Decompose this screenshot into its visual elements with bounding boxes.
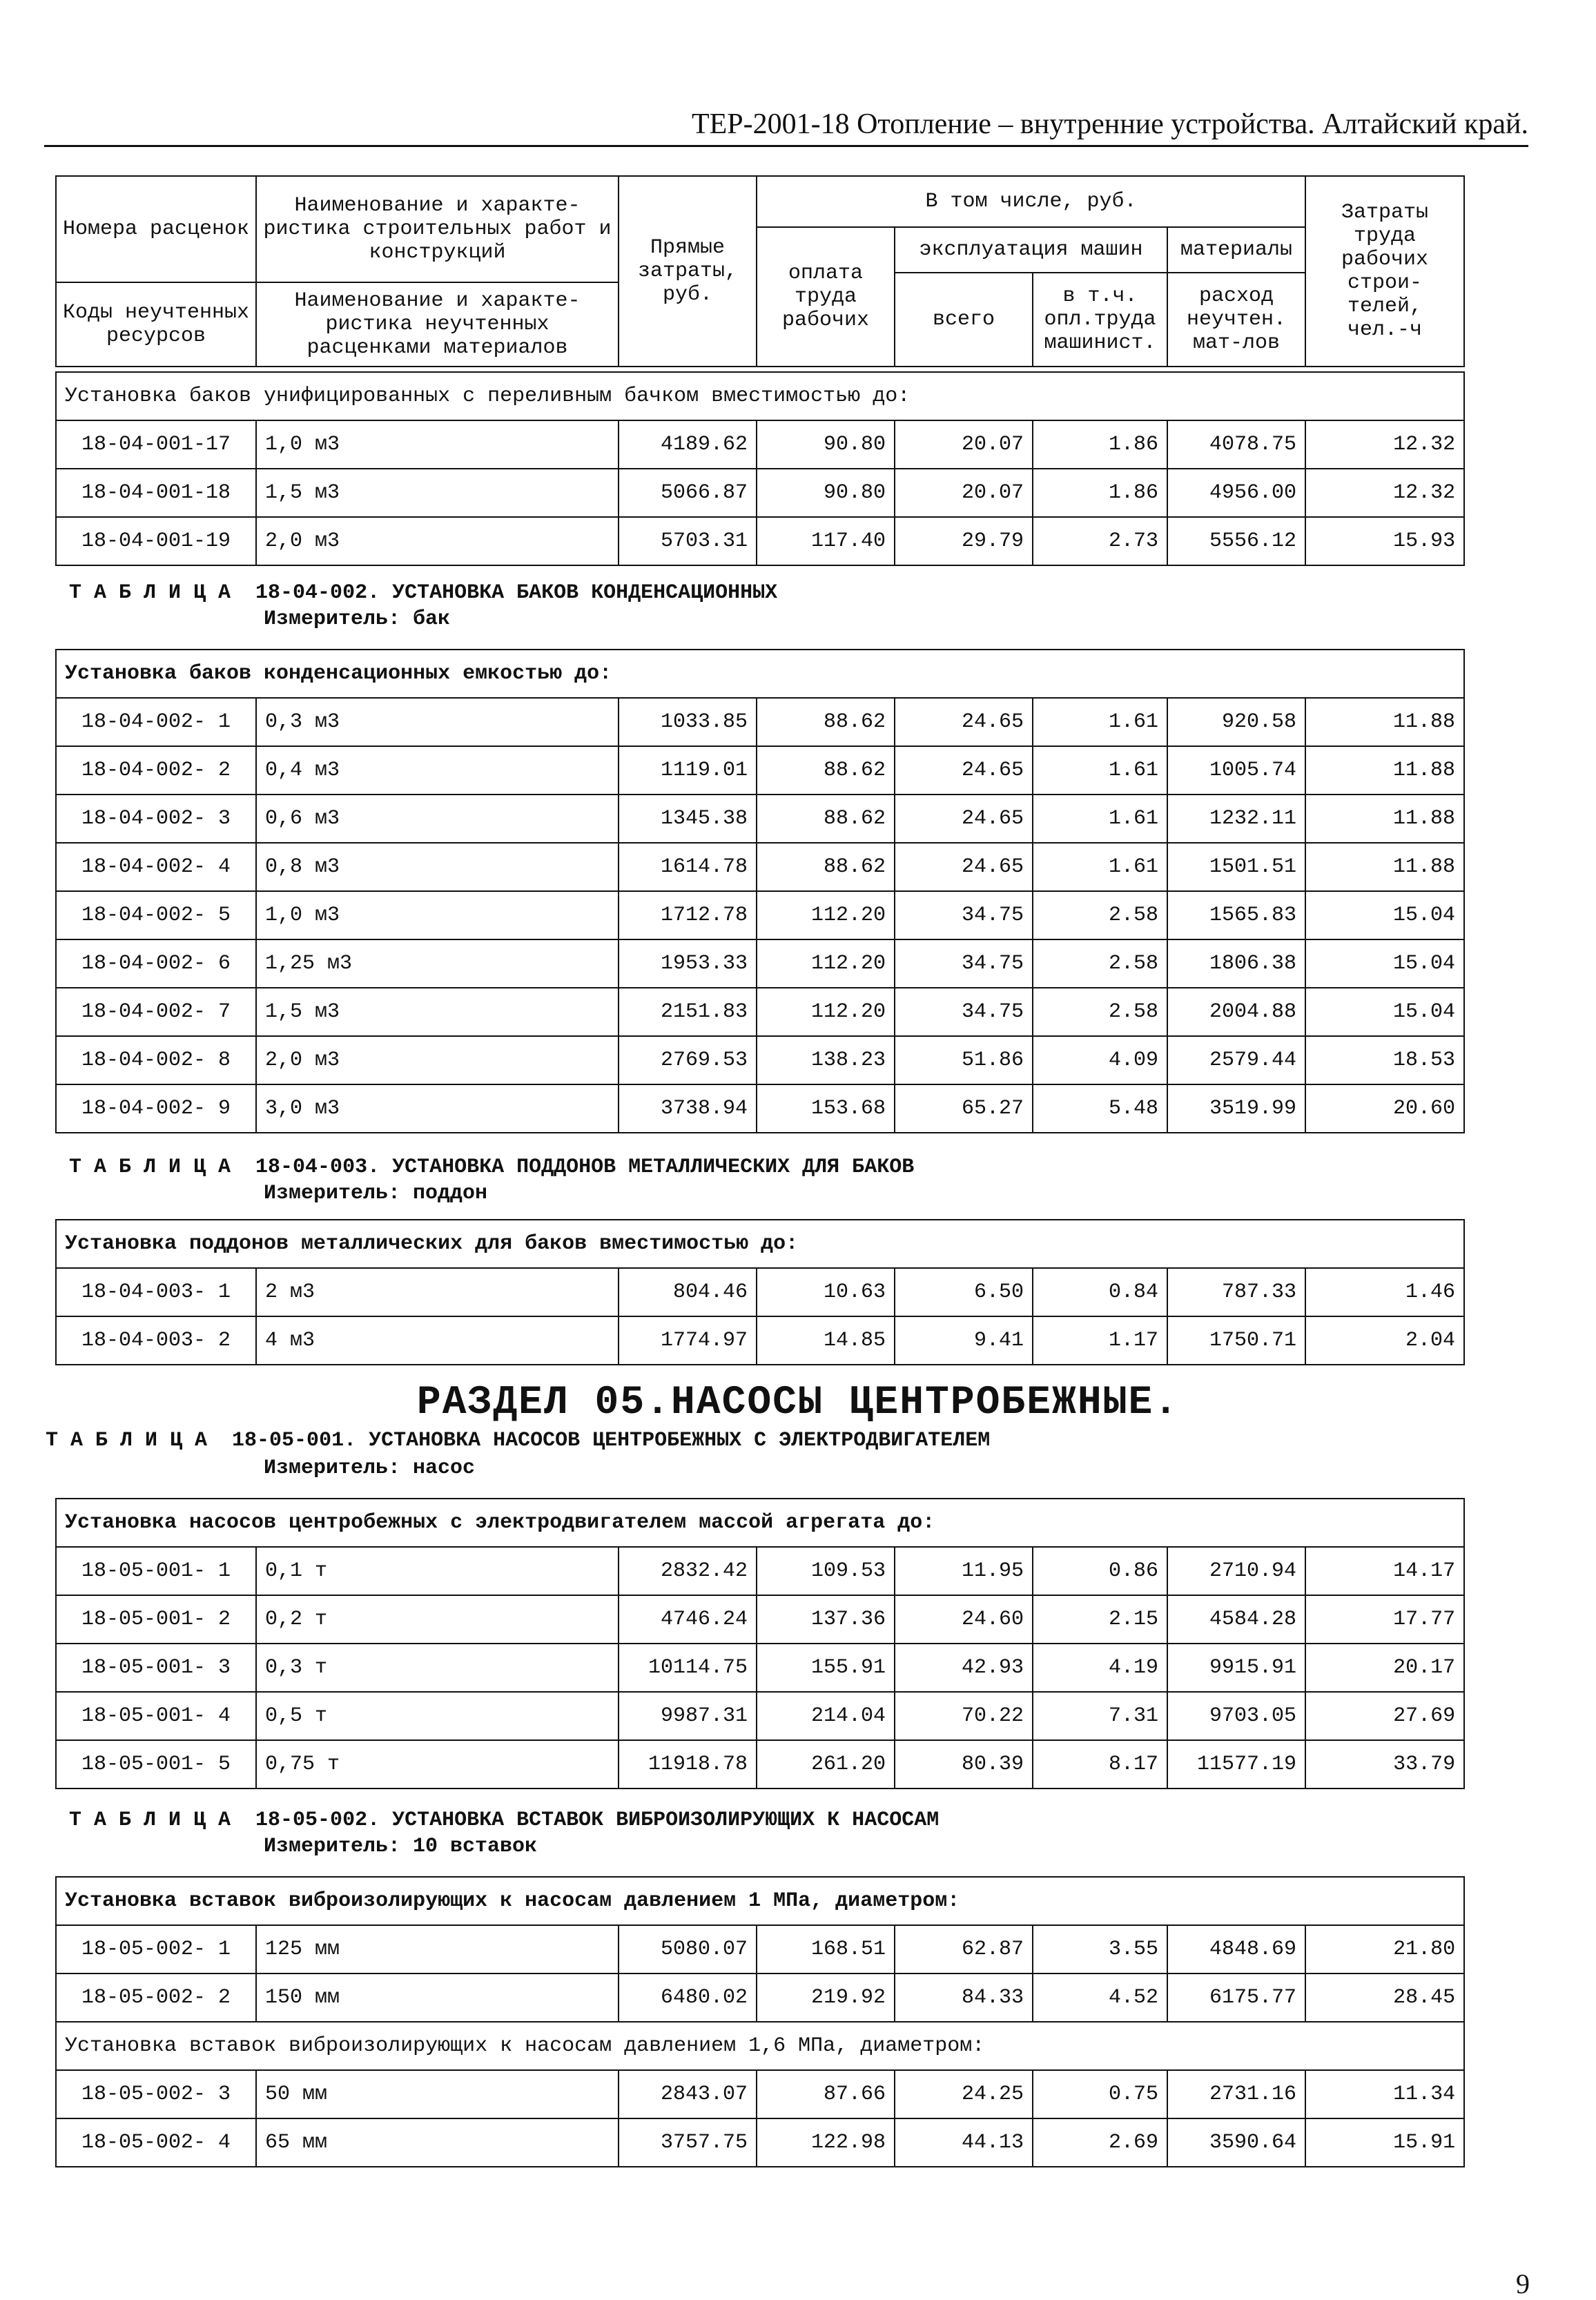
labor-pay: 112.20: [757, 988, 895, 1036]
col-labor: Затраты труда рабочих строи- телей, чел.-ч: [1305, 176, 1464, 367]
rate-code: 18-04-001-17: [56, 420, 256, 469]
col-direct: Прямые затраты, руб.: [619, 176, 757, 367]
col-num-rates: Номера расценок: [56, 176, 256, 282]
table-18-05-002: [55, 1876, 1465, 2167]
col-pay: оплата труда рабочих: [757, 227, 895, 367]
materials-cost: 4956.00: [1167, 469, 1305, 517]
labor-pay: 87.66: [757, 2070, 895, 2118]
labor-hours: 20.60: [1305, 1084, 1464, 1133]
labor-hours: 17.77: [1305, 1595, 1464, 1644]
machines-total: 65.27: [895, 1084, 1033, 1133]
materials-cost: 5556.12: [1167, 517, 1305, 565]
driver-pay: 1.61: [1033, 698, 1167, 746]
labor-pay: 214.04: [757, 1692, 895, 1740]
machines-total: 62.87: [895, 1925, 1033, 1973]
machines-total: 34.75: [895, 988, 1033, 1036]
labor-hours: 15.04: [1305, 891, 1464, 939]
table-row: [56, 517, 1464, 565]
rate-code: 18-04-002- 7: [56, 988, 256, 1036]
work-name: 1,5 м3: [256, 988, 619, 1036]
machines-total: 24.65: [895, 795, 1033, 843]
labor-pay: 112.20: [757, 891, 895, 939]
direct-cost: 3738.94: [619, 1084, 757, 1133]
rate-code: 18-05-001- 4: [56, 1692, 256, 1740]
driver-pay: 2.58: [1033, 891, 1167, 939]
work-name: 0,75 т: [256, 1740, 619, 1789]
labor-hours: 11.88: [1305, 795, 1464, 843]
materials-cost: 2731.16: [1167, 2070, 1305, 2118]
rate-code: 18-04-003- 1: [56, 1268, 256, 1316]
driver-pay: 3.55: [1033, 1925, 1167, 1973]
driver-pay: 1.61: [1033, 843, 1167, 891]
table-row: [56, 1644, 1464, 1692]
driver-pay: 0.84: [1033, 1268, 1167, 1316]
col-name-works: Наименование и характе- ристика строительных работ и конструкций: [256, 176, 619, 282]
direct-cost: 3757.75: [619, 2118, 757, 2167]
direct-cost: 804.46: [619, 1268, 757, 1316]
work-name: 4 м3: [256, 1316, 619, 1365]
materials-cost: 4848.69: [1167, 1925, 1305, 1973]
direct-cost: 1033.85: [619, 698, 757, 746]
direct-cost: 1345.38: [619, 795, 757, 843]
work-name: 1,25 м3: [256, 939, 619, 988]
machines-total: 24.65: [895, 843, 1033, 891]
direct-cost: 11918.78: [619, 1740, 757, 1789]
table-row: [56, 1036, 1464, 1084]
section-label: Установка баков унифицированных с переливным бачком вместимостью до:: [56, 372, 1464, 420]
rate-code: 18-05-001- 1: [56, 1547, 256, 1595]
direct-cost: 1953.33: [619, 939, 757, 988]
machines-total: 34.75: [895, 891, 1033, 939]
machines-total: 29.79: [895, 517, 1033, 565]
labor-pay: 137.36: [757, 1595, 895, 1644]
materials-cost: 2004.88: [1167, 988, 1305, 1036]
labor-hours: 1.46: [1305, 1268, 1464, 1316]
direct-cost: 5066.87: [619, 469, 757, 517]
materials-cost: 920.58: [1167, 698, 1305, 746]
machines-total: 24.60: [895, 1595, 1033, 1644]
materials-cost: 4078.75: [1167, 420, 1305, 469]
machines-total: 20.07: [895, 469, 1033, 517]
rate-code: 18-04-002- 2: [56, 746, 256, 795]
materials-cost: 3519.99: [1167, 1084, 1305, 1133]
driver-pay: 4.09: [1033, 1036, 1167, 1084]
labor-pay: 155.91: [757, 1644, 895, 1692]
table-title: Т А Б Л И Ц А 18-04-002. УСТАНОВКА БАКОВ КОНДЕНСАЦИОННЫХ: [69, 581, 778, 605]
section-heading: РАЗДЕЛ 05.НАСОСЫ ЦЕНТРОБЕЖНЫЕ.: [416, 1381, 1180, 1425]
direct-cost: 2151.83: [619, 988, 757, 1036]
labor-hours: 21.80: [1305, 1925, 1464, 1973]
machines-total: 9.41: [895, 1316, 1033, 1365]
labor-hours: 27.69: [1305, 1692, 1464, 1740]
table-18-04-002: [55, 649, 1465, 1133]
labor-pay: 219.92: [757, 1973, 895, 2022]
rate-code: 18-04-003- 2: [56, 1316, 256, 1365]
driver-pay: 1.61: [1033, 795, 1167, 843]
materials-cost: 4584.28: [1167, 1595, 1305, 1644]
driver-pay: 1.86: [1033, 469, 1167, 517]
col-mat-cost: расход неучтен. мат-лов: [1167, 273, 1305, 367]
table-row: [56, 746, 1464, 795]
work-name: 0,6 м3: [256, 795, 619, 843]
table-row: [56, 891, 1464, 939]
direct-cost: 2843.07: [619, 2070, 757, 2118]
machines-total: 34.75: [895, 939, 1033, 988]
table-row: [56, 1268, 1464, 1316]
machines-total: 84.33: [895, 1973, 1033, 2022]
labor-pay: 14.85: [757, 1316, 895, 1365]
work-name: 0,8 м3: [256, 843, 619, 891]
table-row: [56, 1316, 1464, 1365]
table-18-04-001: [55, 371, 1465, 566]
labor-pay: 153.68: [757, 1084, 895, 1133]
table-row: [56, 1973, 1464, 2022]
driver-pay: 8.17: [1033, 1740, 1167, 1789]
materials-cost: 1806.38: [1167, 939, 1305, 988]
rate-code: 18-04-002- 6: [56, 939, 256, 988]
materials-cost: 787.33: [1167, 1268, 1305, 1316]
labor-hours: 11.88: [1305, 746, 1464, 795]
table-row: [56, 420, 1464, 469]
document-title: ТЕР-2001-18 Отопление – внутренние устройства. Алтайский край.: [691, 108, 1528, 140]
table-row: [56, 1692, 1464, 1740]
driver-pay: 0.86: [1033, 1547, 1167, 1595]
labor-pay: 112.20: [757, 939, 895, 988]
driver-pay: 7.31: [1033, 1692, 1167, 1740]
direct-cost: 1774.97: [619, 1316, 757, 1365]
labor-hours: 15.04: [1305, 939, 1464, 988]
materials-cost: 1750.71: [1167, 1316, 1305, 1365]
labor-pay: 117.40: [757, 517, 895, 565]
rate-code: 18-04-002- 9: [56, 1084, 256, 1133]
labor-pay: 90.80: [757, 420, 895, 469]
rate-code: 18-04-002- 8: [56, 1036, 256, 1084]
labor-hours: 11.88: [1305, 843, 1464, 891]
materials-cost: 1565.83: [1167, 891, 1305, 939]
direct-cost: 5703.31: [619, 517, 757, 565]
machines-total: 11.95: [895, 1547, 1033, 1595]
rate-code: 18-04-002- 4: [56, 843, 256, 891]
work-name: 1,0 м3: [256, 891, 619, 939]
direct-cost: 5080.07: [619, 1925, 757, 1973]
rate-code: 18-04-001-19: [56, 517, 256, 565]
materials-cost: 2710.94: [1167, 1547, 1305, 1595]
rate-code: 18-05-002- 2: [56, 1973, 256, 2022]
labor-pay: 88.62: [757, 698, 895, 746]
rate-code: 18-05-001- 5: [56, 1740, 256, 1789]
rate-code: 18-05-001- 3: [56, 1644, 256, 1692]
direct-cost: 9987.31: [619, 1692, 757, 1740]
work-name: 65 мм: [256, 2118, 619, 2167]
direct-cost: 6480.02: [619, 1973, 757, 2022]
col-all: всего: [895, 273, 1033, 367]
rate-code: 18-04-001-18: [56, 469, 256, 517]
labor-hours: 15.93: [1305, 517, 1464, 565]
work-name: 0,5 т: [256, 1692, 619, 1740]
table-row: [56, 469, 1464, 517]
table-title: Т А Б Л И Ц А 18-05-002. УСТАНОВКА ВСТАВОК ВИБРОИЗОЛИРУЮЩИХ К НАСОСАМ: [69, 1809, 940, 1832]
table-row: [56, 698, 1464, 746]
col-materials: материалы: [1167, 227, 1305, 273]
driver-pay: 2.58: [1033, 939, 1167, 988]
labor-hours: 15.04: [1305, 988, 1464, 1036]
table-row: [56, 795, 1464, 843]
table-row: [56, 2118, 1464, 2167]
labor-hours: 12.32: [1305, 469, 1464, 517]
machines-total: 20.07: [895, 420, 1033, 469]
work-name: 0,4 м3: [256, 746, 619, 795]
labor-hours: 11.34: [1305, 2070, 1464, 2118]
section-label: Установка поддонов металлических для баков вместимостью до:: [56, 1220, 1464, 1268]
rate-code: 18-05-002- 3: [56, 2070, 256, 2118]
materials-cost: 9915.91: [1167, 1644, 1305, 1692]
labor-hours: 33.79: [1305, 1740, 1464, 1789]
labor-hours: 18.53: [1305, 1036, 1464, 1084]
work-name: 2 м3: [256, 1268, 619, 1316]
direct-cost: 1712.78: [619, 891, 757, 939]
direct-cost: 1614.78: [619, 843, 757, 891]
labor-hours: 12.32: [1305, 420, 1464, 469]
work-name: 150 мм: [256, 1973, 619, 2022]
materials-cost: 9703.05: [1167, 1692, 1305, 1740]
labor-hours: 20.17: [1305, 1644, 1464, 1692]
work-name: 2,0 м3: [256, 517, 619, 565]
work-name: 0,3 т: [256, 1644, 619, 1692]
col-incl-driver: в т.ч. опл.труда машинист.: [1033, 273, 1167, 367]
table-18-05-001: [55, 1498, 1465, 1789]
materials-cost: 1232.11: [1167, 795, 1305, 843]
direct-cost: 4189.62: [619, 420, 757, 469]
machines-total: 24.65: [895, 698, 1033, 746]
labor-pay: 90.80: [757, 469, 895, 517]
machines-total: 70.22: [895, 1692, 1033, 1740]
table-row: [56, 1740, 1464, 1789]
labor-hours: 14.17: [1305, 1547, 1464, 1595]
page-number: 9: [1516, 2268, 1530, 2299]
direct-cost: 4746.24: [619, 1595, 757, 1644]
table-18-04-003: [55, 1219, 1465, 1365]
rate-code: 18-05-001- 2: [56, 1595, 256, 1644]
labor-hours: 11.88: [1305, 698, 1464, 746]
machines-total: 44.13: [895, 2118, 1033, 2167]
labor-pay: 109.53: [757, 1547, 895, 1595]
machines-total: 24.65: [895, 746, 1033, 795]
table-title: Т А Б Л И Ц А 18-04-003. УСТАНОВКА ПОДДОНОВ МЕТАЛЛИЧЕСКИХ ДЛЯ БАКОВ: [69, 1156, 915, 1179]
labor-hours: 15.91: [1305, 2118, 1464, 2167]
column-header: [55, 175, 1465, 367]
work-name: 50 мм: [256, 2070, 619, 2118]
table-row: [56, 2070, 1464, 2118]
work-name: 0,3 м3: [256, 698, 619, 746]
labor-pay: 10.63: [757, 1268, 895, 1316]
driver-pay: 2.15: [1033, 1595, 1167, 1644]
labor-pay: 261.20: [757, 1740, 895, 1789]
work-name: 3,0 м3: [256, 1084, 619, 1133]
rate-code: 18-04-002- 1: [56, 698, 256, 746]
driver-pay: 4.52: [1033, 1973, 1167, 2022]
labor-hours: 2.04: [1305, 1316, 1464, 1365]
work-name: 2,0 м3: [256, 1036, 619, 1084]
table-title: Т А Б Л И Ц А 18-05-001. УСТАНОВКА НАСОСОВ ЦЕНТРОБЕЖНЫХ С ЭЛЕКТРОДВИГАТЕЛЕМ: [46, 1429, 991, 1452]
labor-pay: 138.23: [757, 1036, 895, 1084]
work-name: 1,0 м3: [256, 420, 619, 469]
materials-cost: 1005.74: [1167, 746, 1305, 795]
work-name: 1,5 м3: [256, 469, 619, 517]
rate-code: 18-04-002- 5: [56, 891, 256, 939]
rate-code: 18-04-002- 3: [56, 795, 256, 843]
rate-code: 18-05-002- 1: [56, 1925, 256, 1973]
driver-pay: 2.73: [1033, 517, 1167, 565]
section-label: Установка насосов центробежных с электродвигателем массой агрегата до:: [56, 1499, 1464, 1547]
labor-pay: 88.62: [757, 795, 895, 843]
driver-pay: 1.86: [1033, 420, 1167, 469]
materials-cost: 11577.19: [1167, 1740, 1305, 1789]
driver-pay: 0.75: [1033, 2070, 1167, 2118]
labor-hours: 28.45: [1305, 1973, 1464, 2022]
table-unit: Измеритель: поддон: [264, 1182, 488, 1205]
table-unit: Измеритель: бак: [264, 607, 451, 631]
machines-total: 6.50: [895, 1268, 1033, 1316]
table-row: [56, 843, 1464, 891]
materials-cost: 3590.64: [1167, 2118, 1305, 2167]
labor-pay: 122.98: [757, 2118, 895, 2167]
labor-pay: 88.62: [757, 746, 895, 795]
driver-pay: 2.58: [1033, 988, 1167, 1036]
machines-total: 42.93: [895, 1644, 1033, 1692]
document-header: [44, 104, 1528, 147]
driver-pay: 1.61: [1033, 746, 1167, 795]
col-including: В том числе, руб.: [757, 176, 1305, 227]
direct-cost: 2832.42: [619, 1547, 757, 1595]
section-label: Установка вставок виброизолирующих к насосам давлением 1,6 МПа, диаметром:: [56, 2022, 1464, 2070]
work-name: 0,2 т: [256, 1595, 619, 1644]
driver-pay: 2.69: [1033, 2118, 1167, 2167]
col-machines: эксплуатация машин: [895, 227, 1167, 273]
materials-cost: 6175.77: [1167, 1973, 1305, 2022]
direct-cost: 10114.75: [619, 1644, 757, 1692]
driver-pay: 1.17: [1033, 1316, 1167, 1365]
table-row: [56, 1595, 1464, 1644]
section-label: Установка вставок виброизолирующих к насосам давлением 1 МПа, диаметром:: [56, 1877, 1464, 1925]
work-name: 0,1 т: [256, 1547, 619, 1595]
driver-pay: 4.19: [1033, 1644, 1167, 1692]
col-codes: Коды неучтенных ресурсов: [56, 282, 256, 367]
table-row: [56, 1084, 1464, 1133]
work-name: 125 мм: [256, 1925, 619, 1973]
table-row: [56, 1547, 1464, 1595]
materials-cost: 1501.51: [1167, 843, 1305, 891]
table-row: [56, 939, 1464, 988]
col-name-materials: Наименование и характе- ристика неучтенных расценками материалов: [256, 282, 619, 367]
direct-cost: 2769.53: [619, 1036, 757, 1084]
direct-cost: 1119.01: [619, 746, 757, 795]
labor-pay: 88.62: [757, 843, 895, 891]
section-label: Установка баков конденсационных емкостью до:: [56, 650, 1464, 698]
rate-code: 18-05-002- 4: [56, 2118, 256, 2167]
driver-pay: 5.48: [1033, 1084, 1167, 1133]
table-row: [56, 1925, 1464, 1973]
machines-total: 80.39: [895, 1740, 1033, 1789]
materials-cost: 2579.44: [1167, 1036, 1305, 1084]
table-unit: Измеритель: 10 вставок: [264, 1835, 538, 1858]
table-unit: Измеритель: насос: [264, 1456, 476, 1480]
machines-total: 24.25: [895, 2070, 1033, 2118]
table-row: [56, 988, 1464, 1036]
machines-total: 51.86: [895, 1036, 1033, 1084]
labor-pay: 168.51: [757, 1925, 895, 1973]
